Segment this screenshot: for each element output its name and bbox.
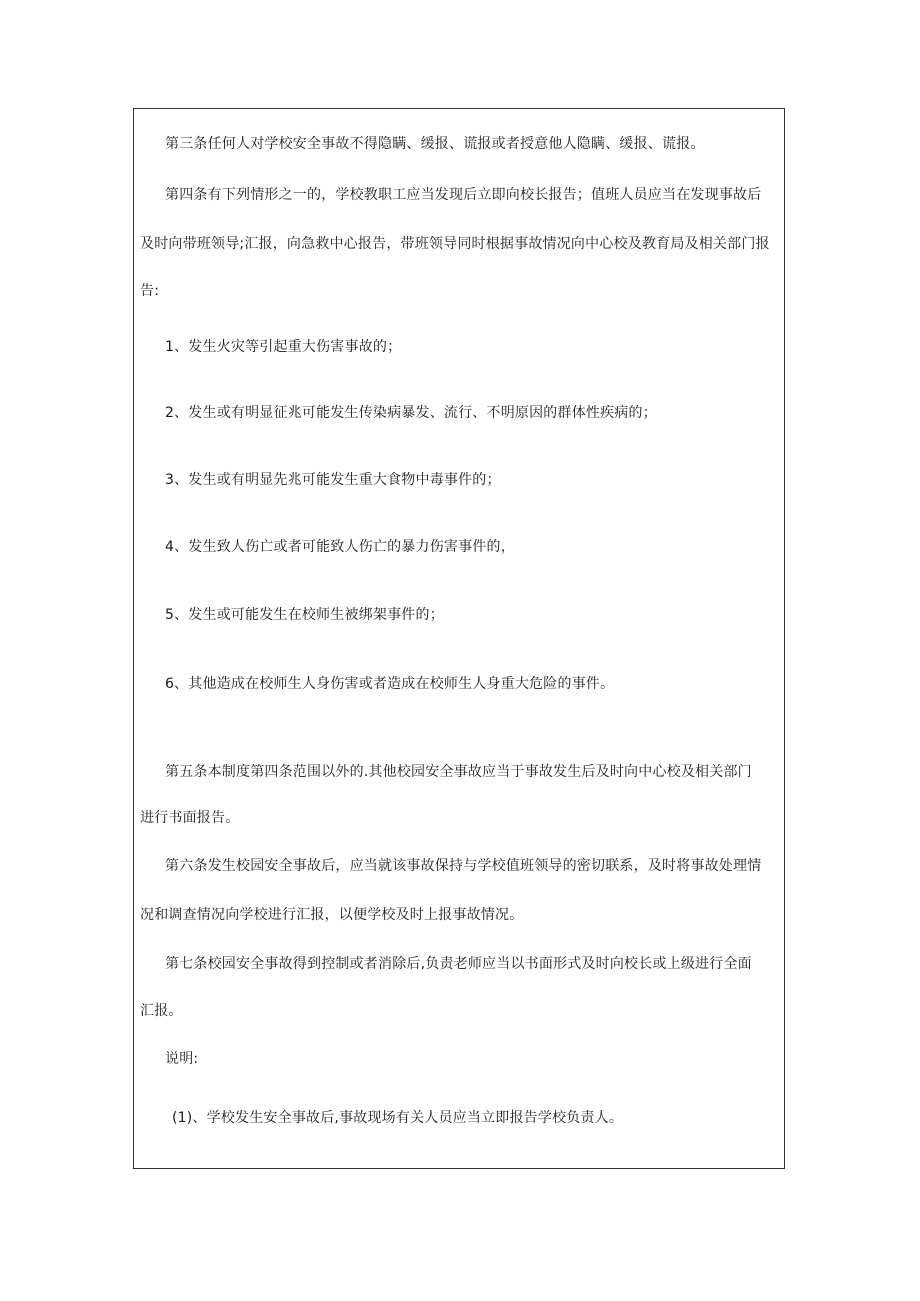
list-item-4: 4、发生致人伤亡或者可能致人伤亡的暴力伤害事件的， [165, 539, 515, 555]
article-3: 第三条任何人对学校安全事故不得隐瞒、缓报、谎报或者授意他人隐瞒、缓报、谎报。 [165, 136, 705, 152]
document-frame [133, 108, 785, 1169]
list-item-5: 5、发生或可能发生在校师生被绑架事件的； [165, 607, 444, 623]
list-item-1: 1、发生火灾等引起重大伤害事故的； [165, 339, 402, 355]
article-6-line-1: 第六条发生校园安全事故后，应当就该事故保持与学校值班领导的密切联系，及时将事故处理情 [165, 858, 762, 874]
list-item-2: 2、发生或有明显征兆可能发生传染病暴发、流行、不明原因的群体性疾病的； [165, 405, 657, 421]
note-item-1: (1)、学校发生安全事故后,事故现场有关人员应当立即报告学校负责人。 [172, 1110, 624, 1126]
article-4-line-3: 告: [140, 283, 160, 299]
note-title: 说明: [165, 1051, 199, 1067]
list-item-6: 6、其他造成在校师生人身伤害或者造成在校师生人身重大危险的事件。 [165, 676, 615, 692]
article-4-line-1: 第四条有下列情形之一的，学校教职工应当发现后立即向校长报告；值班人员应当在发现事故后 [165, 187, 762, 203]
list-item-3: 3、发生或有明显先兆可能发生重大食物中毒事件的； [165, 472, 501, 488]
article-6-line-2: 况和调查情况向学校进行汇报，以便学校及时上报事故情况。 [140, 907, 524, 923]
article-5-line-1: 第五条本制度第四条范围以外的.其他校园安全事故应当于事故发生后及时向中心校及相关部门 [165, 764, 752, 780]
article-5-line-2: 进行书面报告。 [140, 810, 240, 826]
article-7-line-2: 汇报。 [140, 1003, 183, 1019]
article-4-line-2: 及时向带班领导;汇报，向急救中心报告，带班领导同时根据事故情况向中心校及教育局及相关部门报 [140, 236, 770, 252]
article-7-line-1: 第七条校园安全事故得到控制或者消除后,负责老师应当以书面形式及时向校长或上级进行全面 [165, 956, 752, 972]
